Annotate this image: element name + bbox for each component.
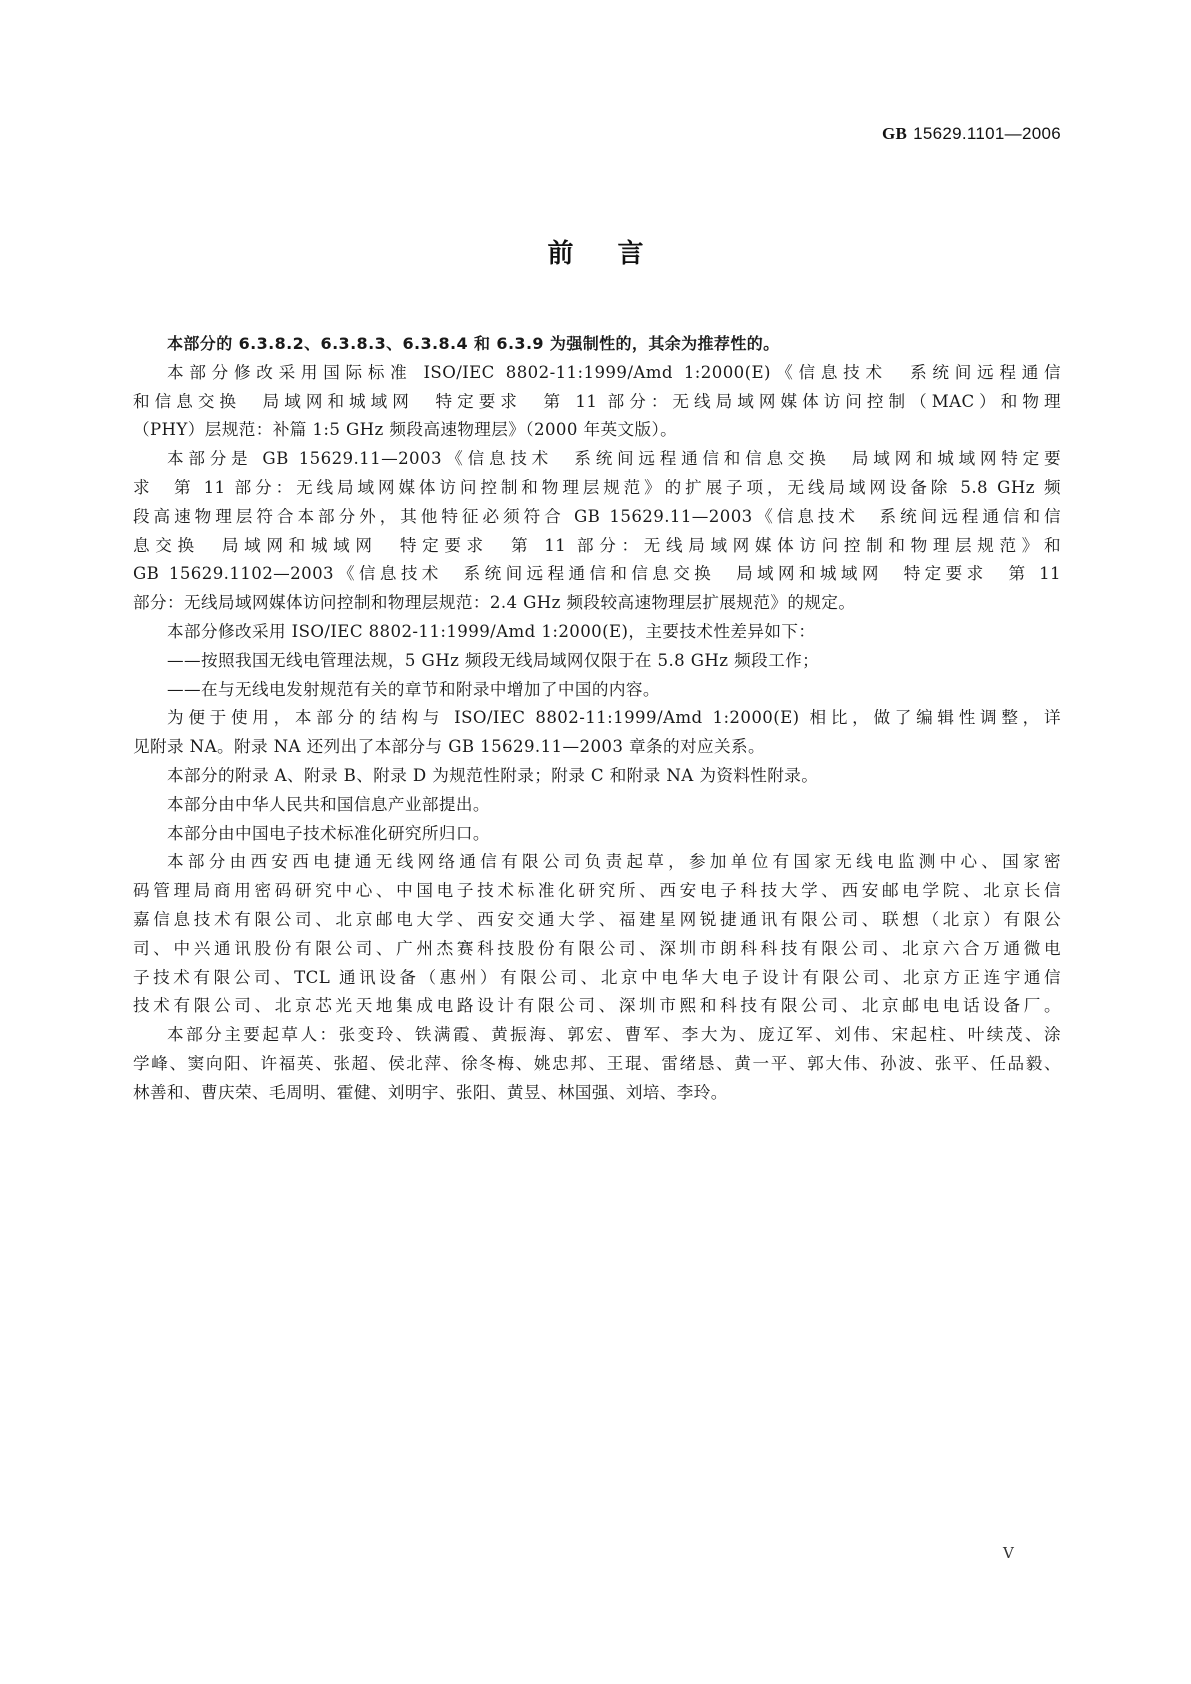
paragraph-drafters bbox=[133, 1021, 1061, 1107]
difference-list bbox=[133, 647, 1061, 705]
page-title: 前言 bbox=[547, 239, 688, 269]
paragraph-administered-by bbox=[133, 820, 1061, 849]
text-line: 见附录 NA。附录 NA 还列出了本部分与 GB 15629.11—2003 章条的对应关系。 bbox=[133, 737, 765, 757]
list-item: ——在与无线电发射规范有关的章节和附录中增加了中国的内容。 bbox=[167, 679, 660, 699]
text-line: 码管理局商用密码研究中心、中国电子技术标准化研究所、西安电子科技大学、西安邮电学院、北京长信 bbox=[133, 881, 1061, 901]
text-line: 部分：无线局域网媒体访问控制和物理层规范：2.4 GHz 频段较高速物理层扩展规范》的规定。 bbox=[133, 593, 856, 613]
text-line: 子技术有限公司、TCL 通讯设备（惠州）有限公司、北京中电华大电子设计有限公司、北京方正连宇通信 bbox=[133, 967, 1061, 987]
text-line: 本部分修改采用国际标准 ISO/IEC 8802-11:1999/Amd 1:2000(E)《信息技术 系统间远程通信 bbox=[167, 362, 1061, 382]
text-line: 嘉信息技术有限公司、北京邮电大学、西安交通大学、福建星网锐捷通讯有限公司、联想（北京）有限公 bbox=[133, 909, 1061, 929]
text-line: 技术有限公司、北京芯光天地集成电路设计有限公司、深圳市熙和科技有限公司、北京邮电电话设备厂。 bbox=[133, 996, 1061, 1016]
page-number: V bbox=[1003, 1544, 1014, 1562]
text-line: 学峰、窦向阳、许福英、张超、侯北萍、徐冬梅、姚忠邦、王琨、雷绪恳、黄一平、郭大伟、孙波、张平、任品毅、 bbox=[133, 1053, 1061, 1073]
text-line: 本部分由中国电子技术标准化研究所归口。 bbox=[167, 823, 490, 843]
text-line: 息交换 局域网和城域网 特定要求 第 11 部分：无线局域网媒体访问控制和物理层规范》和 bbox=[133, 535, 1061, 555]
text-line: 本部分由西安西电捷通无线网络通信有限公司负责起草，参加单位有国家无线电监测中心、国家密 bbox=[167, 852, 1061, 872]
text-line: （PHY）层规范：补篇 1:5 GHz 频段高速物理层》（2000 年英文版）。 bbox=[133, 420, 678, 440]
list-item: ——按照我国无线电管理法规，5 GHz 频段无线局域网仅限于在 5.8 GHz 频段工作； bbox=[167, 650, 820, 670]
text-line: 本部分是 GB 15629.11—2003《信息技术 系统间远程通信和信息交换 局域网和城域网特定要 bbox=[167, 449, 1061, 469]
text-line: 为便于使用，本部分的结构与 ISO/IEC 8802-11:1999/Amd 1:2000(E) 相比，做了编辑性调整，详 bbox=[167, 708, 1061, 728]
text-line: 本部分修改采用 ISO/IEC 8802-11:1999/Amd 1:2000(E)，主要技术性差异如下： bbox=[167, 621, 816, 641]
paragraph-extension bbox=[133, 445, 1061, 618]
standard-code bbox=[882, 124, 1061, 144]
text-line: GB 15629.1102—2003《信息技术 系统间远程通信和信息交换 局域网和城域网 特定要求 第 11 bbox=[133, 564, 1061, 584]
standard-prefix: GB bbox=[881, 124, 908, 143]
foreword-body bbox=[133, 330, 1061, 1108]
paragraph-drafting-units bbox=[133, 848, 1061, 1021]
text-line: 和信息交换 局域网和城域网 特定要求 第 11 部分：无线局域网媒体访问控制（MAC）和物理 bbox=[133, 391, 1061, 411]
paragraph-proposed-by bbox=[133, 791, 1061, 820]
text-line: 本部分的 6.3.8.2、6.3.8.3、6.3.8.4 和 6.3.9 为强制性的，其余为推荐性的。 bbox=[167, 334, 780, 353]
paragraph-annexes bbox=[133, 762, 1061, 791]
standard-number: 15629.1101—2006 bbox=[913, 124, 1061, 143]
text-line: 本部分的附录 A、附录 B、附录 D 为规范性附录；附录 C 和附录 NA 为资料性附录。 bbox=[167, 765, 819, 785]
text-line: 段高速物理层符合本部分外，其他特征必须符合 GB 15629.11—2003《信息技术 系统间远程通信和信 bbox=[133, 506, 1061, 526]
paragraph-adoption bbox=[133, 359, 1061, 445]
text-line: 林善和、曹庆荣、毛周明、霍健、刘明宇、张阳、黄昱、林国强、刘培、李玲。 bbox=[133, 1082, 728, 1102]
text-line: 司、中兴通讯股份有限公司、广州杰赛科技股份有限公司、深圳市朗科科技有限公司、北京六合万通微电 bbox=[133, 938, 1061, 958]
paragraph-structure bbox=[133, 704, 1061, 762]
paragraph-mandatory bbox=[133, 330, 1061, 359]
text-line: 求 第 11 部分：无线局域网媒体访问控制和物理层规范》的扩展子项，无线局域网设备除 5.8 GHz 频 bbox=[133, 477, 1061, 497]
text-line: 本部分主要起草人：张变玲、铁满霞、黄振海、郭宏、曹军、李大为、庞辽军、刘伟、宋起柱、叶续茂、涂 bbox=[167, 1025, 1061, 1045]
text-line: 本部分由中华人民共和国信息产业部提出。 bbox=[167, 794, 490, 814]
paragraph-differences-intro bbox=[133, 618, 1061, 647]
